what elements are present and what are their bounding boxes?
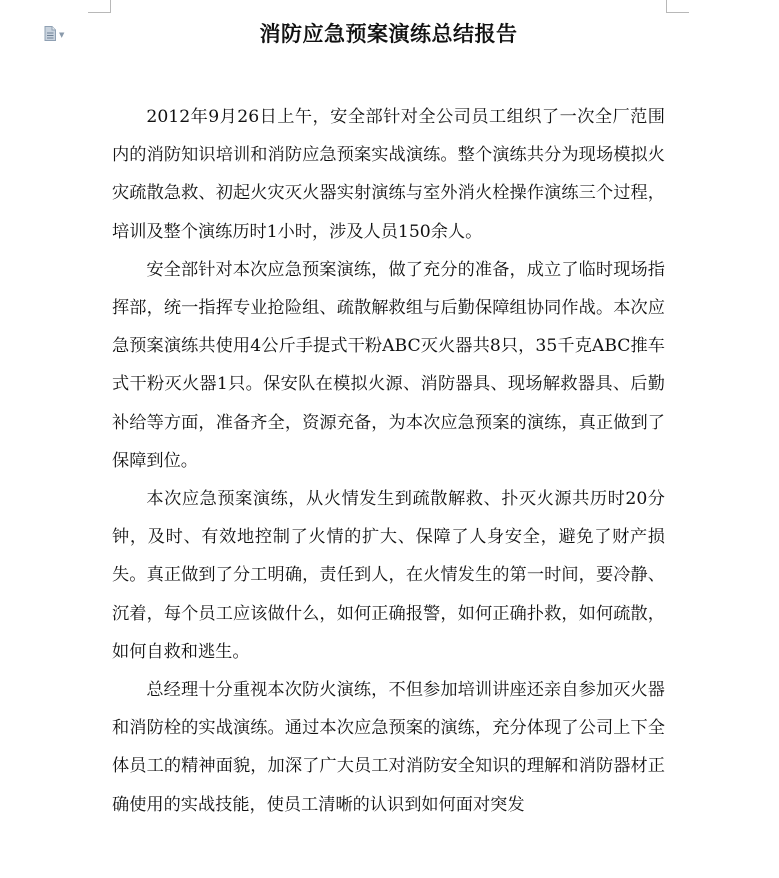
paragraph: 安全部针对本次应急预案演练，做了充分的准备，成立了临时现场指挥部，统一指挥专业抢险组、疏散解救组与后勤保障组协同作战。本次应急预案演练共使用4公斤手提式干粉ABC灭火器共8只，35千克ABC推车式干粉灭火器1只。保安队在模拟火源、消防器具、现场解救器具、后勤补给等方面，准备齐全，资源充备，为本次应急预案的演练，真正做到了保障到位。: [112, 259, 665, 471]
document-menu-button[interactable]: [44, 26, 64, 41]
document-title: 消防应急预案演练总结报告: [259, 21, 518, 46]
document-icon: [44, 26, 56, 41]
page-corner-mark-left: [88, 0, 111, 13]
paragraph: 总经理十分重视本次防火演练，不但参加培训讲座还亲自参加灭火器和消防栓的实战演练。通过本次应急预案的演练，充分体现了公司上下全体员工的精神面貌，加深了广大员工对消防安全知识的理解和消防器材正确使用的实战技能，使员工清晰的认识到如何面对突发: [112, 680, 665, 815]
page-corner-mark-right: [666, 0, 689, 13]
paragraph: 2012年9月26日上午，安全部针对全公司员工组织了一次全厂范围内的消防知识培训和消防应急预案实战演练。整个演练共分为现场模拟火灾疏散急救、初起火灾灭火器实射演练与室外消火栓操作演练三个过程，培训及整个演练历时1小时，涉及人员150余人。: [112, 107, 665, 242]
document-body: [112, 98, 665, 824]
paragraph: 本次应急预案演练，从火情发生到疏散解救、扑灭火源共历时20分钟，及时、有效地控制了火情的扩大、保障了人身安全，避免了财产损失。真正做到了分工明确，责任到人，在火情发生的第一时间，要冷静、沉着，每个员工应该做什么，如何正确报警，如何正确扑救，如何疏散，如何自救和逃生。: [112, 489, 665, 662]
caret-down-icon: ▼: [59, 30, 65, 39]
